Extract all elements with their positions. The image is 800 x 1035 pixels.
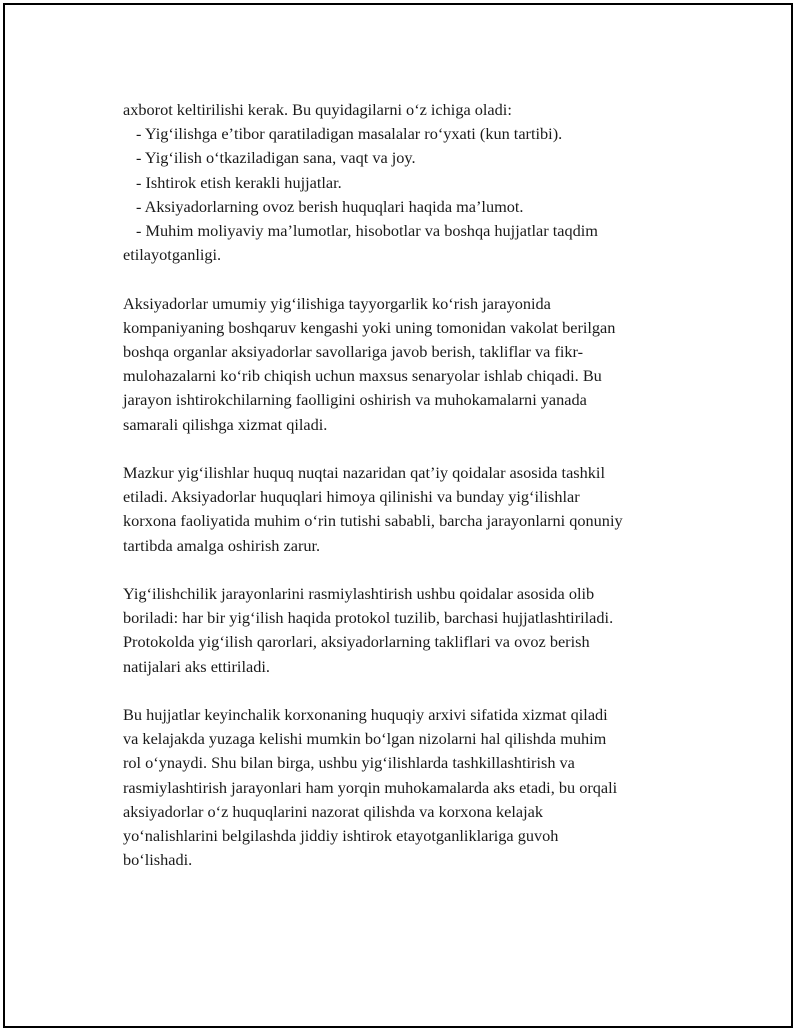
- text-line: boshqa organlar aksiyadorlar savollariga javob berish, takliflar va fikr-: [123, 342, 584, 362]
- text-line: Mazkur yigʻilishlar huquq nuqtai nazaridan qatʼiy qoidalar asosida tashkil: [123, 463, 605, 483]
- list-item: - Ishtirok etish kerakli hujjatlar.: [136, 172, 342, 192]
- text-line: jarayon ishtirokchilarning faolligini oshirish va muhokamalarni yanada: [123, 390, 587, 410]
- text-line: rol oʻynaydi. Shu bilan birga, ushbu yigʻilishlarda tashkillashtirish va: [123, 753, 575, 773]
- text-line: korxona faoliyatida muhim oʻrin tutishi sababli, barcha jarayonlarni qonuniy: [123, 511, 623, 531]
- text-line: Bu hujjatlar keyinchalik korxonaning huquqiy arxivi sifatida xizmat qiladi: [123, 705, 608, 725]
- paragraph-spacer: [123, 679, 683, 703]
- text-line: etilayotganligi.: [123, 245, 222, 265]
- list-item: - Aksiyadorlarning ovoz berish huquqlari haqida maʼlumot.: [136, 196, 524, 216]
- text-line: Yigʻilishchilik jarayonlarini rasmiylashtirish ushbu qoidalar asosida olib: [123, 584, 595, 604]
- list-item: - Muhim moliyaviy maʼlumotlar, hisobotlar va boshqa hujjatlar taqdim: [136, 221, 598, 241]
- document-body: [123, 98, 683, 872]
- list-item: - Yigʻilish oʻtkaziladigan sana, vaqt va joy.: [136, 148, 416, 168]
- text-line: kompaniyaning boshqaruv kengashi yoki uning tomonidan vakolat berilgan: [123, 317, 616, 337]
- text-line: Aksiyadorlar umumiy yigʻilishiga tayyorgarlik koʻrish jarayonida: [123, 293, 551, 313]
- list-item: - Yigʻilishga eʼtibor qaratiladigan masalalar roʻyxati (kun tartibi).: [136, 124, 563, 144]
- text-line: yoʻnalishlarini belgilashda jiddiy ishtirok etayotganliklariga guvoh: [123, 826, 559, 846]
- paragraph-legal-basis: [123, 461, 683, 558]
- text-line: va kelajakda yuzaga kelishi mumkin boʻlgan nizolarni hal qilishda muhim: [123, 729, 607, 749]
- paragraph-spacer: [123, 267, 683, 291]
- text-line: Protokolda yigʻilish qarorlari, aksiyadorlarning takliflari va ovoz berish: [123, 632, 590, 652]
- paragraph-preparation: [123, 292, 683, 437]
- paragraph-spacer: [123, 437, 683, 461]
- text-line: boriladi: har bir yigʻilish haqida protokol tuzilib, barchasi hujjatlashtiriladi.: [123, 608, 614, 628]
- text-line: etiladi. Aksiyadorlar huquqlari himoya qilinishi va bunday yigʻilishlar: [123, 487, 580, 507]
- text-line: tartibda amalga oshirish zarur.: [123, 535, 321, 555]
- paragraph-spacer: [123, 558, 683, 582]
- text-line: axborot keltirilishi kerak. Bu quyidagilarni oʻz ichiga oladi:: [123, 100, 512, 119]
- text-line: mulohazalarni koʻrib chiqish uchun maxsus senaryolar ishlab chiqadi. Bu: [123, 366, 602, 386]
- text-line: rasmiylashtirish jarayonlari ham yorqin muhokamalarda aks etadi, bu orqali: [123, 777, 618, 797]
- text-line: boʻlishadi.: [123, 850, 193, 870]
- paragraph-protocol: [123, 582, 683, 679]
- text-line: natijalari aks ettiriladi.: [123, 656, 270, 676]
- text-line: aksiyadorlar oʻz huquqlarini nazorat qilishda va korxona kelajak: [123, 801, 543, 821]
- text-line: samarali qilishga xizmat qiladi.: [123, 414, 328, 434]
- page-frame: [3, 3, 793, 1028]
- paragraph-agenda-list: [123, 98, 683, 267]
- paragraph-archive: [123, 703, 683, 872]
